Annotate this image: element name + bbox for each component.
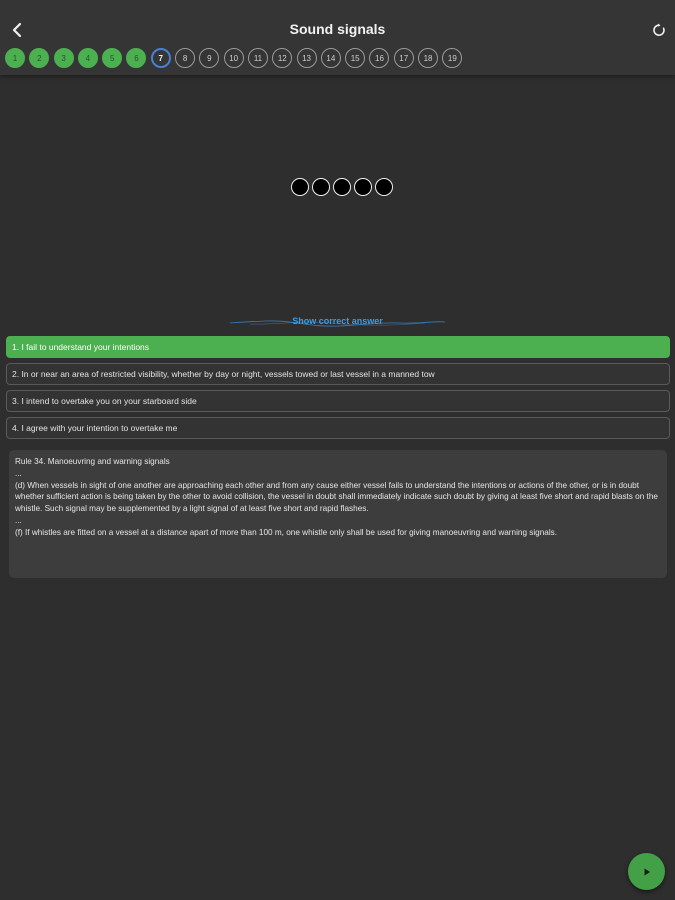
answer-option-4[interactable]: 4. I agree with your intention to overtake me	[6, 417, 670, 439]
answer-options	[6, 336, 670, 444]
question-step-8[interactable]: 8	[175, 48, 195, 68]
play-button[interactable]	[628, 853, 665, 890]
question-step-16[interactable]: 16	[369, 48, 389, 68]
answer-option-1[interactable]: 1. I fail to understand your intentions	[6, 336, 670, 358]
restart-icon	[652, 23, 666, 37]
question-step-10[interactable]: 10	[224, 48, 244, 68]
question-step-5[interactable]: 5	[102, 48, 122, 68]
top-bar	[0, 0, 675, 75]
reset-button[interactable]	[647, 18, 671, 42]
question-step-18[interactable]: 18	[418, 48, 438, 68]
short-blast-dot	[354, 178, 372, 196]
question-step-13[interactable]: 13	[297, 48, 317, 68]
answer-option-2[interactable]: 2. In or near an area of restricted visibility, whether by day or night, vessels towed or last vessel in a manned tow	[6, 363, 670, 385]
question-step-19[interactable]: 19	[442, 48, 462, 68]
rule-heading: Rule 34. Manoeuvring and warning signals	[15, 457, 170, 466]
rule-ellipsis: ...	[15, 468, 22, 478]
question-step-17[interactable]: 17	[394, 48, 414, 68]
sound-signal-display	[291, 178, 393, 196]
rule-paragraph-f: (f) If whistles are fitted on a vessel at a distance apart of more than 100 m, one whistle only shall be used for giving manoeuvring and warning signals.	[15, 527, 558, 537]
show-answer-button[interactable]	[230, 308, 445, 328]
question-progress	[5, 48, 462, 70]
short-blast-dot	[375, 178, 393, 196]
question-step-9[interactable]: 9	[199, 48, 219, 68]
short-blast-dot	[333, 178, 351, 196]
short-blast-dot	[312, 178, 330, 196]
question-step-15[interactable]: 15	[345, 48, 365, 68]
question-step-7[interactable]: 7	[151, 48, 171, 68]
rule-explanation	[9, 450, 667, 578]
answer-option-3[interactable]: 3. I intend to overtake you on your starboard side	[6, 390, 670, 412]
question-step-12[interactable]: 12	[272, 48, 292, 68]
page-title: Sound signals	[289, 21, 386, 37]
question-step-3[interactable]: 3	[54, 48, 74, 68]
question-step-14[interactable]: 14	[321, 48, 341, 68]
question-step-1[interactable]: 1	[5, 48, 25, 68]
question-step-11[interactable]: 11	[248, 48, 268, 68]
rule-paragraph-d: (d) When vessels in sight of one another are approaching each other and from any cause either vessel fails to understand the intentions or actions of the other, or is in doubt whether sufficient action is being taken by the other to avoid collision, the vessel in doubt shall immediately indicate such doubt by giving at least five short and rapid blasts on the whistle. Such signal may be supplemented by a light signal of at least five short and rapid flashes.	[15, 480, 658, 514]
short-blast-dot	[291, 178, 309, 196]
question-step-6[interactable]: 6	[126, 48, 146, 68]
play-icon	[642, 867, 652, 877]
show-answer-label: Show correct answer	[292, 316, 383, 326]
question-step-2[interactable]: 2	[29, 48, 49, 68]
question-step-4[interactable]: 4	[78, 48, 98, 68]
rule-ellipsis: ...	[15, 515, 22, 525]
